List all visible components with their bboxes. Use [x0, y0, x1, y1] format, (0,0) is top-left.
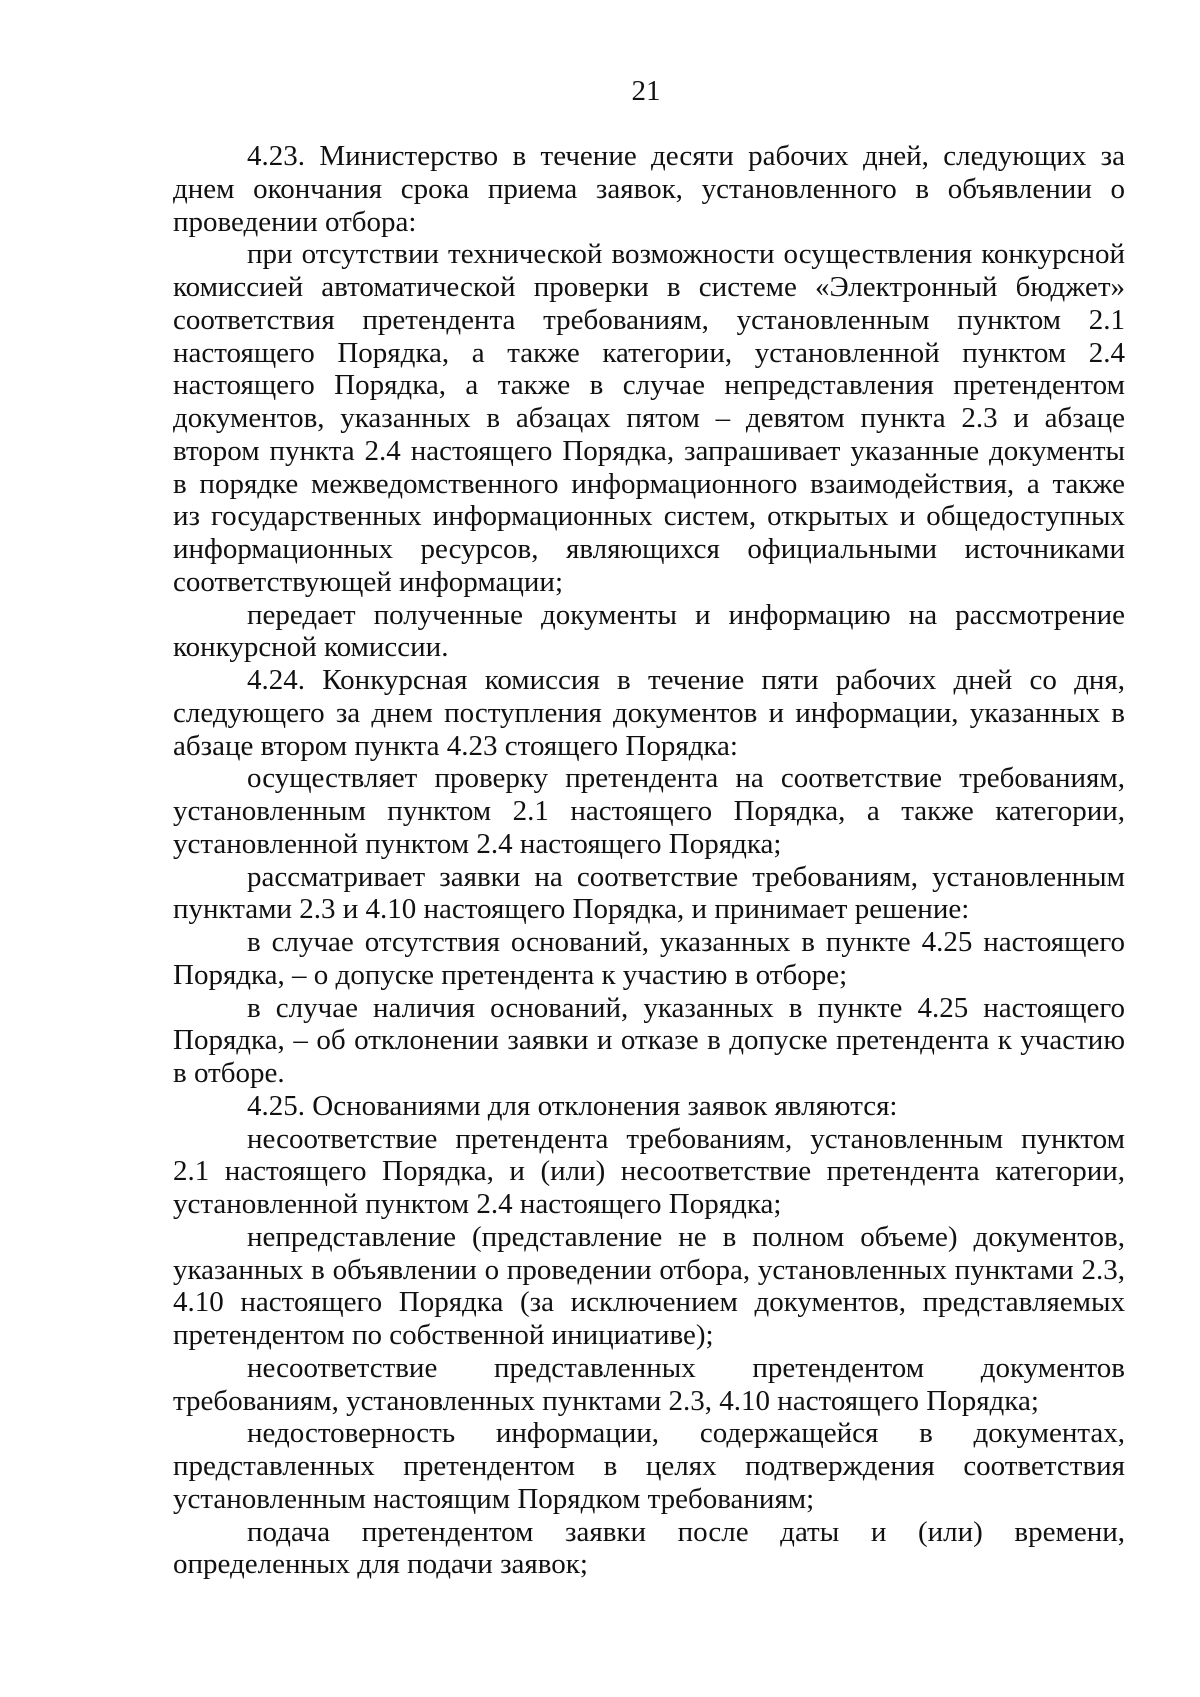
paragraph: непредставление (представление не в полном объеме) документов, указанных в объявлении о проведении отбора, установленных пунктами 2.3, 4.10 настоящего Порядка (за исключением документов, представляемых претендентом по собственной инициативе); [173, 1220, 1125, 1351]
paragraph: в случае наличия оснований, указанных в пункте 4.25 настоящего Порядка, – об отклонении заявки и отказе в допуске претендента к участию в отборе. [173, 991, 1125, 1089]
paragraph: 4.24. Конкурсная комиссия в течение пяти рабочих дней со дня, следующего за днем поступления документов и информации, указанных в абзаце втором пункта 4.23 стоящего Порядка: [173, 664, 1125, 762]
paragraph: несоответствие представленных претендентом документов требованиям, установленных пунктами 2.3, 4.10 настоящего Порядка; [173, 1351, 1125, 1417]
paragraph: передает полученные документы и информацию на рассмотрение конкурсной комиссии. [173, 598, 1125, 664]
paragraph: 4.25. Основаниями для отклонения заявок являются: [247, 1089, 898, 1122]
paragraph: недостоверность информации, содержащейся в документах, представленных претендентом в целях подтверждения соответствия установленным настоящим Порядком требованиям; [173, 1417, 1125, 1515]
page-number: 21 [631, 75, 661, 107]
paragraph: в случае отсутствия оснований, указанных в пункте 4.25 настоящего Порядка, – о допуске претендента к участию в отборе; [173, 926, 1125, 991]
paragraph: осуществляет проверку претендента на соответствие требованиям, установленным пунктом 2.1 настоящего Порядка, а также категории, установленной пунктом 2.4 настоящего Порядка; [173, 762, 1125, 860]
paragraph: рассматривает заявки на соответствие требованиям, установленным пунктами 2.3 и 4.10 настоящего Порядка, и принимает решение: [173, 860, 1125, 926]
paragraph: 4.23. Министерство в течение десяти рабочих дней, следующих за днем окончания срока приема заявок, установленного в объявлении о проведении отбора: [173, 140, 1125, 238]
paragraph: подача претендентом заявки после даты и (или) времени, определенных для подачи заявок; [173, 1515, 1125, 1581]
paragraph: несоответствие претендента требованиям, установленным пунктом 2.1 настоящего Порядка, и (или) несоответствие претендента категории, установленной пунктом 2.4 настоящего Порядка; [173, 1122, 1125, 1220]
paragraph: при отсутствии технической возможности осуществления конкурсной комиссией автоматической проверки в системе «Электронный бюджет» соответствия претендента требованиям, установленным пунктом 2.1 настоящего Порядка, а также категории, установленной пунктом 2.4 настоящего Порядка, а также в случае непредставления претендентом документов, указанных в абзацах пятом – девятом пункта 2.3 и абзаце втором пункта 2.4 настоящего Порядка, запрашивает указанные документы в порядке межведомственного информационного взаимодействия, а также из государственных информационных систем, открытых и общедоступных информационных ресурсов, являющихся официальными источниками соответствующей информации; [173, 238, 1125, 598]
document-body [173, 140, 1125, 1581]
